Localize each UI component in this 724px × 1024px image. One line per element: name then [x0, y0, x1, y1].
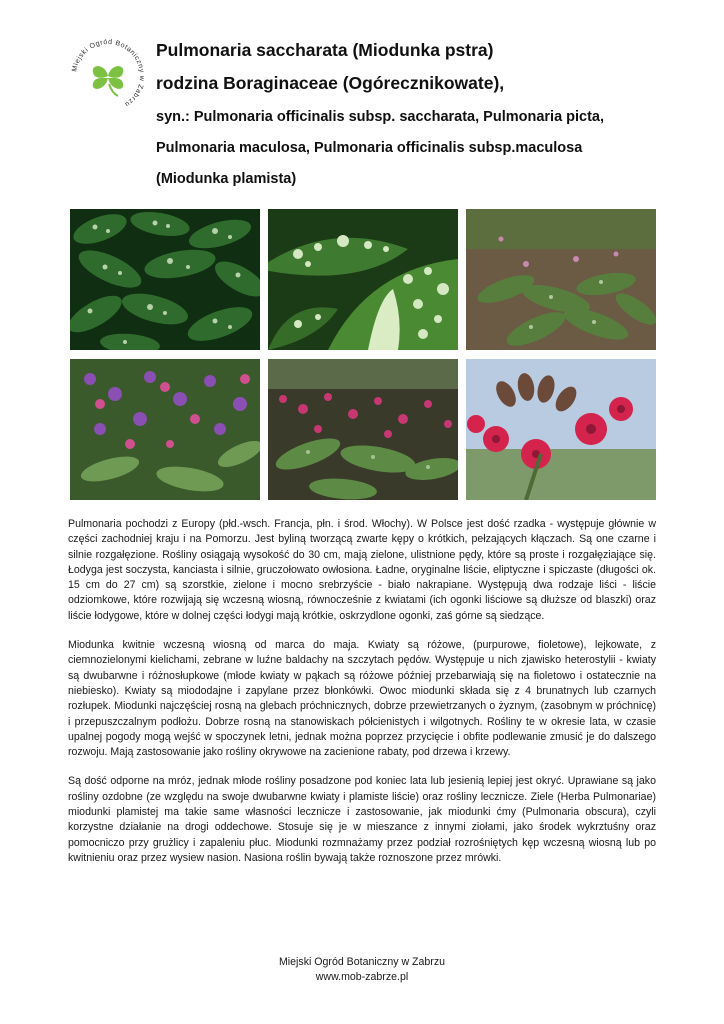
photo-flowering-purple-pink: [70, 359, 260, 500]
article-body: [68, 517, 656, 880]
document-header: [156, 40, 696, 201]
photo-pink-flowers-closeup: [466, 359, 656, 500]
page-footer: [0, 955, 724, 985]
species-title: Pulmonaria saccharata (Miodunka pstra): [156, 40, 494, 60]
footer-garden-name: Miejski Ogród Botaniczny w Zabrzu: [278, 956, 446, 968]
garden-logo: [66, 34, 150, 118]
paragraph-uses: Są dość odporne na mróz, jednak młode rośliny posadzone pod koniec lata lub jesienią lepiej jest okryć. Uprawiane są jako rośliny ozdobne (ze względu na swoje dwubarwne kwiaty i plamiste liście) oraz rośliny lecznicze. Ziele (Herba Pulmonariae) miodunki plamistej ma takie same własności lecznicze i zastosowanie, jak miodunki ćmy (Pulmonaria obscura), czyli korzystne działanie na drogi oddechowe. Stosuje się je w mieszance z innymi ziołami, jako środek wykrztuśny oraz pomocniczo przy grużlicy i zapaleniu płuc. Miodunki rozmnażamy przez podział rozrośniętych kęp wczesną wiosną lub po kwitnieniu oraz przez wysiew nasion. Nasiona roślin bywają także roznoszone przez mrówki.: [68, 775, 656, 864]
photo-spotted-leaves-dense: [70, 209, 260, 350]
family-line: rodzina Boraginaceae (Ogórecznikowate),: [156, 73, 505, 93]
photo-flowering-bed: [268, 359, 458, 500]
logo-arc-text: Miejski Ogród Botaniczny w Zabrzu: [71, 38, 146, 108]
svg-text:Miejski Ogród Botaniczny w Zab: [71, 39, 145, 108]
photo-grid: [70, 209, 656, 502]
photo-spotted-leaves-closeup: [268, 209, 458, 350]
paragraph-flowering: Miodunka kwitnie wczesną wiosną od marca do maja. Kwiaty są różowe, (purpurowe, fioletowe), lejkowate, z ciemnozielonymi kielichami, zebrane w luźne baldachy na szczytach pędów. Występuje u nich zjawisko heterostylii - kwiaty są dwubarwne i różnosłupkowe (młode kwiaty w pąkach są różowe później przebarwiają się na fioletowo i ostatecznie na niebiesko). Kwiaty są miododajne i zapylane przez błonkówki. Owoc miodunki składa się z 4 brunatnych lub czarnych rozłupek. Miodunki najczęściej rosną na glebach próchnicznych, dobrze przewietrzanych o żyznym, (zasobnym w próchnicę) i przepuszczalnym podłożu. Dobrze rosną na stanowiskach półcienistych i wilgotnych. Rośliny te w okresie lata, w czasie upalnej pogody mogą wejść w spoczynek letni, jednak można poprzez przycięcie i obfite podlewanie zmusić je do dalszego rozwoju. Mają zastosowanie jako rośliny okrywowe na zacienione rabaty, pod drzewa i krzewy.: [68, 639, 656, 759]
four-leaf-clover-icon: [66, 34, 150, 118]
synonyms-line-1: syn.: Pulmonaria officinalis subsp. saccharata, Pulmonaria picta,: [156, 109, 605, 125]
synonyms-line-2: Pulmonaria maculosa, Pulmonaria officinalis subsp.maculosa: [156, 140, 583, 156]
footer-website-link[interactable]: www.mob-zabrze.pl: [315, 971, 409, 983]
paragraph-origin: Pulmonaria pochodzi z Europy (płd.-wsch. Francja, płn. i środ. Włochy). W Polsce jest dość rzadka - występuje głównie w części zachodniej kraju i na Pomorzu. Jest byliną tworzącą zwarte kępy o krótkich, pełzających kłączach. Są one czarne i silnie rozgałęzione. Rośliny osiągają wysokość do 30 cm, mają zielone, ulistnione pędy, które są proste i rozgałęziające się. Łodyga jest soczysta, kanciasta i silnie, gruczołowato owłosiona. Ładne, oryginalne liście, eliptyczne i spiczaste (długości ok. 15 cm do 27 cm) są szorstkie, zielone i mocno srebrzyście - biało nakrapiane. Występują dwa rodzaje liści - liście odziomkowe, które rozwijają się wczesną wiosną, równocześnie z kwiatami (ich ogonki liściowe są dłuższe od blaszki) oraz liście łodygowe, które w dolnej części łodygi mają krótkie, oskrzydlone ogonki, zaś górne są siedzące.: [68, 518, 656, 622]
synonyms-line-3: (Miodunka plamista): [156, 171, 297, 187]
photo-plant-in-garden: [466, 209, 656, 350]
